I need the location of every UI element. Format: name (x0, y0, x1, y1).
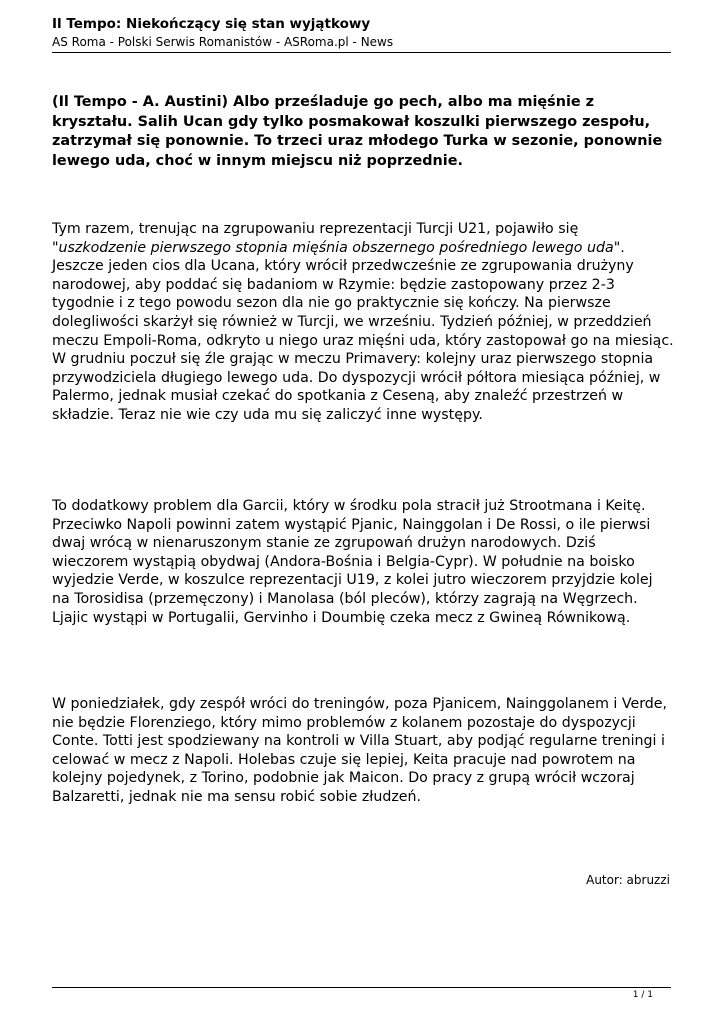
paragraph-1-text-start: Tym razem, trenując na zgrupowaniu reprezentacji Turcji U21, pojawiło się " (52, 221, 579, 256)
paragraph-1-quote: uszkodzenie pierwszego stopnia mięśnia obszernego pośredniego lewego uda (58, 239, 614, 256)
article-paragraph-2: To dodatkowy problem dla Garcii, który w środku pola stracił już Strootmana i Keitę. Przeciwko Napoli powinni zatem wystąpić Pjanic, Nainggolan i De Rossi, o ile pierwsi dwaj wrócą w nienaruszonym stanie ze zgrupowań drużyn narodowych. Dziś wieczorem wystąpią obydwaj (Andora-Bośnia i Belgia-Cypr). W południe na boisko wyjedzie Verde, w koszulce reprezentacji U19, z kolei jutro wieczorem przyjdzie kolej na Torosidisa (przemęczony) i Manolasa (ból pleców), którzy zagrają na Węgrzech. Ljajic wystąpi w Portugalii, Gervinho i Doumbię czeka mecz z Gwineą Równikową. (52, 498, 653, 626)
footer-divider (52, 987, 671, 988)
document-header (52, 16, 672, 50)
page-number: 1 / 1 (632, 990, 653, 1000)
article-lead: (Il Tempo - A. Austini) Albo prześladuje go pech, albo ma mięśnie z kryształu. Salih Ucan gdy tylko posmakował koszulki pierwszego zespołu, zatrzymał się ponownie. To trzeci uraz młodego Turka w sezonie, ponownie lewego uda, choć w innym miejscu niż poprzednie. (52, 94, 663, 169)
article-paragraph-3: W poniedziałek, gdy zespół wróci do treningów, poza Pjanicem, Nainggolanem i Verde, nie będzie Florenziego, który mimo problemów z kolanem pozostaje do dyspozycji Conte. Totti jest spodziewany na kontroli w Villa Stuart, aby podjąć regularne treningi i celować w mecz z Napoli. Holebas czuje się lepiej, Keita pracuje nad powrotem na kolejny pojedynek, z Torino, podobnie jak Maicon. Do pracy z grupą wrócił wczoraj Balzaretti, jednak nie ma sensu robić sobie złudzeń. (52, 696, 668, 805)
article-paragraph-1 (52, 220, 674, 425)
article-author: Autor: abruzzi (586, 873, 670, 887)
site-name: AS Roma - Polski Serwis Romanistów - ASRoma.pl - News (52, 35, 394, 49)
article-title: Il Tempo: Niekończący się stan wyjątkowy (52, 16, 371, 32)
paragraph-1-text-end: ". Jeszcze jeden cios dla Ucana, który wrócił przedwcześnie ze zgrupowania drużyny narodowej, aby poddać się badaniom w Rzymie: będzie zastopowany przez 2-3 tygodnie i z tego powodu sezon dla nie go praktycznie się kończy. Na pierwsze dolegliwości skarżył się również w Turcji, we wrześniu. Tydzień później, w przeddzień meczu Empoli-Roma, odkryto u niego uraz mięśni uda, który zastopował go na miesiąc. W grudniu poczuł się źle grając w meczu Primavery: kolejny uraz pierwszego stopnia przywodziciela długiego lewego uda. Do dyspozycji wrócił półtora miesiąca później, w Palermo, jednak musiał czekać do spotkania z Ceseną, aby znaleźć przestrzeń w składzie. Teraz nie wie czy uda mu się zaliczyć inne występy. (52, 239, 674, 423)
header-divider (52, 52, 671, 53)
